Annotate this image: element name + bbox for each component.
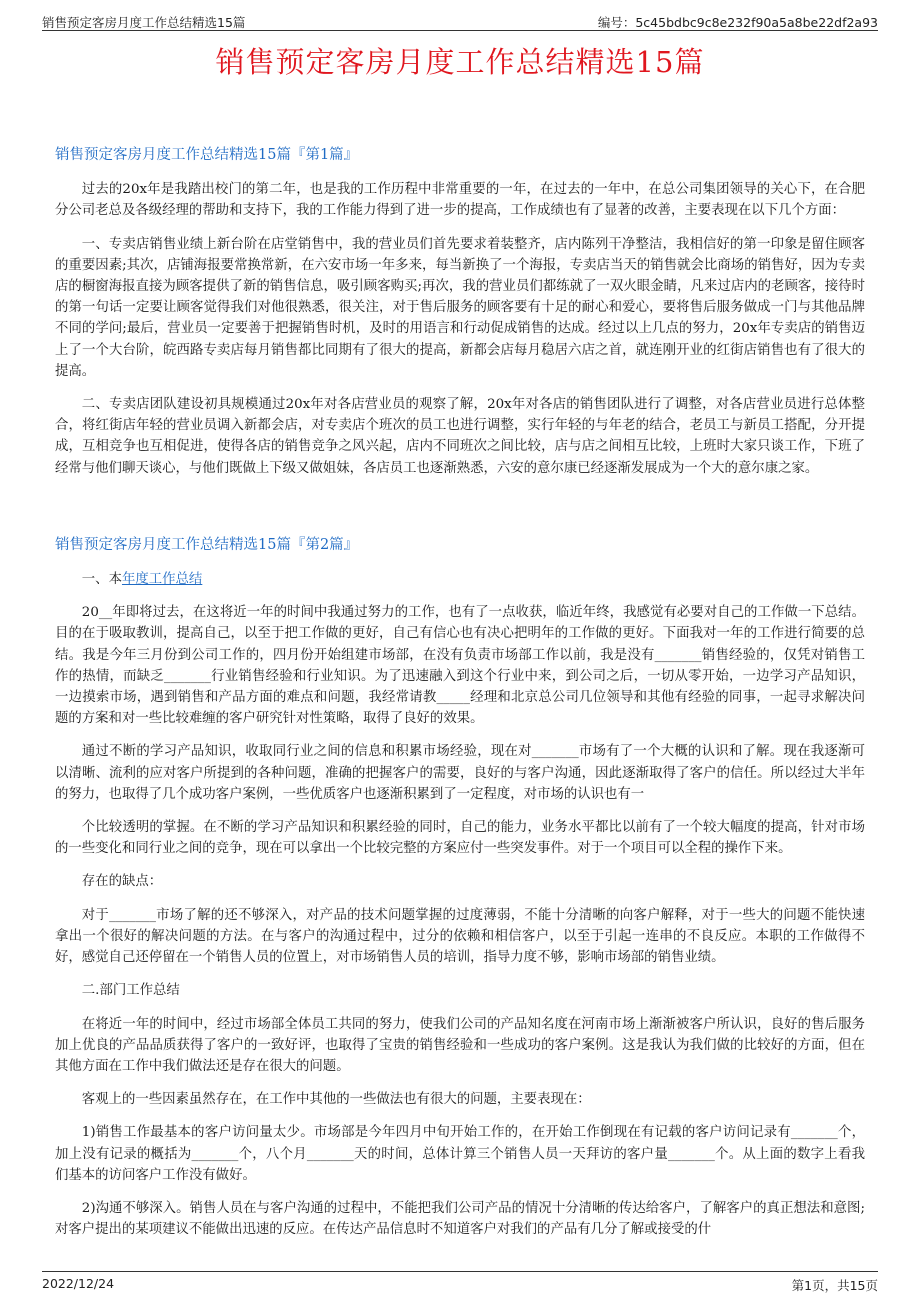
paragraph: 1)销售工作最基本的客户访问量太少。市场部是今年四月中旬开始工作的，在开始工作倒现在有记载的客户访问记录有_______个，加上没有记录的概括为_______个，八个月_______天的时间，总体计算三个销售人员一天拜访的客户量_______个。从上面的数字上看我们基本的访问客户工作没有做好。 [55,1125,865,1183]
paragraph: 个比较透明的掌握。在不断的学习产品知识和积累经验的同时，自己的能力，业务水平都比以前有了一个较大幅度的提高，针对市场的一些变化和同行业之间的竞争，现在可以拿出一个比较完整的方案应付一些突发事件。对于一个项目可以全程的操作下来。 [55,820,865,857]
paragraph: 存在的缺点： [81,874,163,890]
footer-date: 2022/12/24 [42,1276,115,1291]
header-doc-number: 编号：5c45bdbc9c8e232f90a5a8be22df2a93 [597,15,878,30]
footer-page-number: 第1页，共15页 [791,1278,878,1293]
paragraph: 对于_______市场了解的还不够深入，对产品的技术问题掌握的过度薄弱，不能十分清晰的向客户解释，对于一些大的问题不能快速拿出一个很好的解决问题的方法。在与客户的沟通过程中，过分的依赖和相信客户，以至于引起一连串的不良反应。本职的工作做得不好，感觉自己还停留在一个销售人员的位置上，对市场销售人员的培训，指导力度不够，影响市场部的销售业绩。 [55,907,865,966]
paragraph: 二.部门工作总结 [81,983,180,999]
paragraph: 二、专卖店团队建设初具规模通过20x年对各店营业员的观察了解，20x年对各店的销售团队进行了调整，对各店营业员进行总体整合，将红街店年轻的营业员调入新都会店，对专卖店个班次的员工也进行调整，实行年轻的与年老的结合，老员工与新员工搭配，分开提成，互相竞争也互相促进，使得各店的销售竞争之风兴起，店内不同班次之间比较，店与店之间相互比较，上班时大家只谈工作，下班了经常与他们聊天谈心，与他们既做上下级又做姐妹，各店员工也逐渐熟悉，六安的意尔康已经逐渐发展成为一个大的意尔康之家。 [55,397,865,476]
page-header [42,10,878,31]
header-doc-title: 销售预定客房月度工作总结精选15篇 [42,15,246,30]
paragraph: 过去的20x年是我踏出校门的第二年，也是我的工作历程中非常重要的一年，在过去的一年中，在总公司集团领导的关心下，在合肥分公司老总及各级经理的帮助和支持下，我的工作能力得到了进一步的提高，工作成绩也有了显著的改善，主要表现在以下几个方面： [55,182,865,219]
section-heading-1: 销售预定客房月度工作总结精选15篇『第1篇』 [55,147,359,163]
section-heading-2: 销售预定客房月度工作总结精选15篇『第2篇』 [55,536,359,553]
paragraph: 通过不断的学习产品知识，收取同行业之间的信息和积累市场经验，现在对_______市场有了一个大概的认识和了解。现在我逐渐可以清晰、流利的应对客户所提到的各种问题，准确的把握客户的需要，良好的与客户沟通，因此逐渐取得了客户的信任。所以经过大半年的努力，也取得了几个成功客户案例，一些优质客户也逐渐积累到了一定程度，对市场的认识也有一 [55,744,865,802]
paragraph: 客观上的一些因素虽然存在，在工作中其他的一些做法也有很大的问题，主要表现在： [81,1092,591,1108]
paragraph: 一、专卖店销售业绩上新台阶在店堂销售中，我的营业员们首先要求着装整齐，店内陈列干净整洁，我相信好的第一印象是留住顾客的重要因素;其次，店铺海报要常换常新，在六安市场一年多来，每当新换了一个海报，专卖店当天的销售就会比商场的销售好，因为专卖店的橱窗海报直接为顾客提供了新的销售信息，吸引顾客购买;再次，我的营业员们都练就了一双火眼金睛，凡来过店内的老顾客，接待时的第一句话一定要让顾客觉得我们对他很熟悉，很关注，对于售后服务的顾客要有十足的耐心和爱心，要将售后服务做成一门与其他品牌不同的学问;最后，营业员一定要善于把握销售时机，及时的用语言和行动促成销售的达成。经过以上几点的努力，20x年专卖店的销售迈上了一个大台阶，皖西路专卖店每月销售都比同期有了很大的提高，新都会店每月稳居六店之首，就连刚开业的红街店销售也有了很大的提高。 [55,236,865,379]
document-title: 销售预定客房月度工作总结精选15篇 [215,45,705,79]
paragraph: 20__年即将过去，在这将近一年的时间中我通过努力的工作，也有了一点收获，临近年终，我感觉有必要对自己的工作做一下总结。目的在于吸取教训，提高自己，以至于把工作做的更好，自己有信心也有决心把明年的工作做的更好。下面我对一年的工作进行简要的总结。我是今年三月份到公司工作的，四月份开始组建市场部，在没有负责市场部工作以前，我是没有_______销售经验的，仅凭对销售工作的热情，而缺乏_______行业销售经验和行业知识。为了迅速融入到这个行业中来，到公司之后，一切从零开始，一边学习产品知识，一边摸索市场，遇到销售和产品方面的难点和问题，我经常请教_____经理和北京总公司几位领导和其他有经验的同事，一起寻求解决问题的方案和对一些比较难缠的客户研究针对性策略，取得了良好的效果。 [55,605,865,727]
annual-summary-link[interactable]: 年度工作总结 [121,572,203,588]
document-body [55,145,865,1240]
page-footer [42,1271,878,1294]
subheading: 一、本年度工作总结 [81,572,203,588]
paragraph: 在将近一年的时间中，经过市场部全体员工共同的努力，使我们公司的产品知名度在河南市场上渐渐被客户所认识，良好的售后服务加上优良的产品品质获得了客户的一致好评，也取得了宝贵的销售经验和一些成功的客户案例。这是我认为我们做的比较好的方面，但在其他方面在工作中我们做法还是存在很大的问题。 [55,1016,865,1074]
paragraph: 2)沟通不够深入。销售人员在与客户沟通的过程中，不能把我们公司产品的情况十分清晰的传达给客户，了解客户的真正想法和意图;对客户提出的某项建议不能做出迅速的反应。在传达产品信息时不知道客户对我们的产品有几分了解或接受的什 [55,1200,865,1238]
